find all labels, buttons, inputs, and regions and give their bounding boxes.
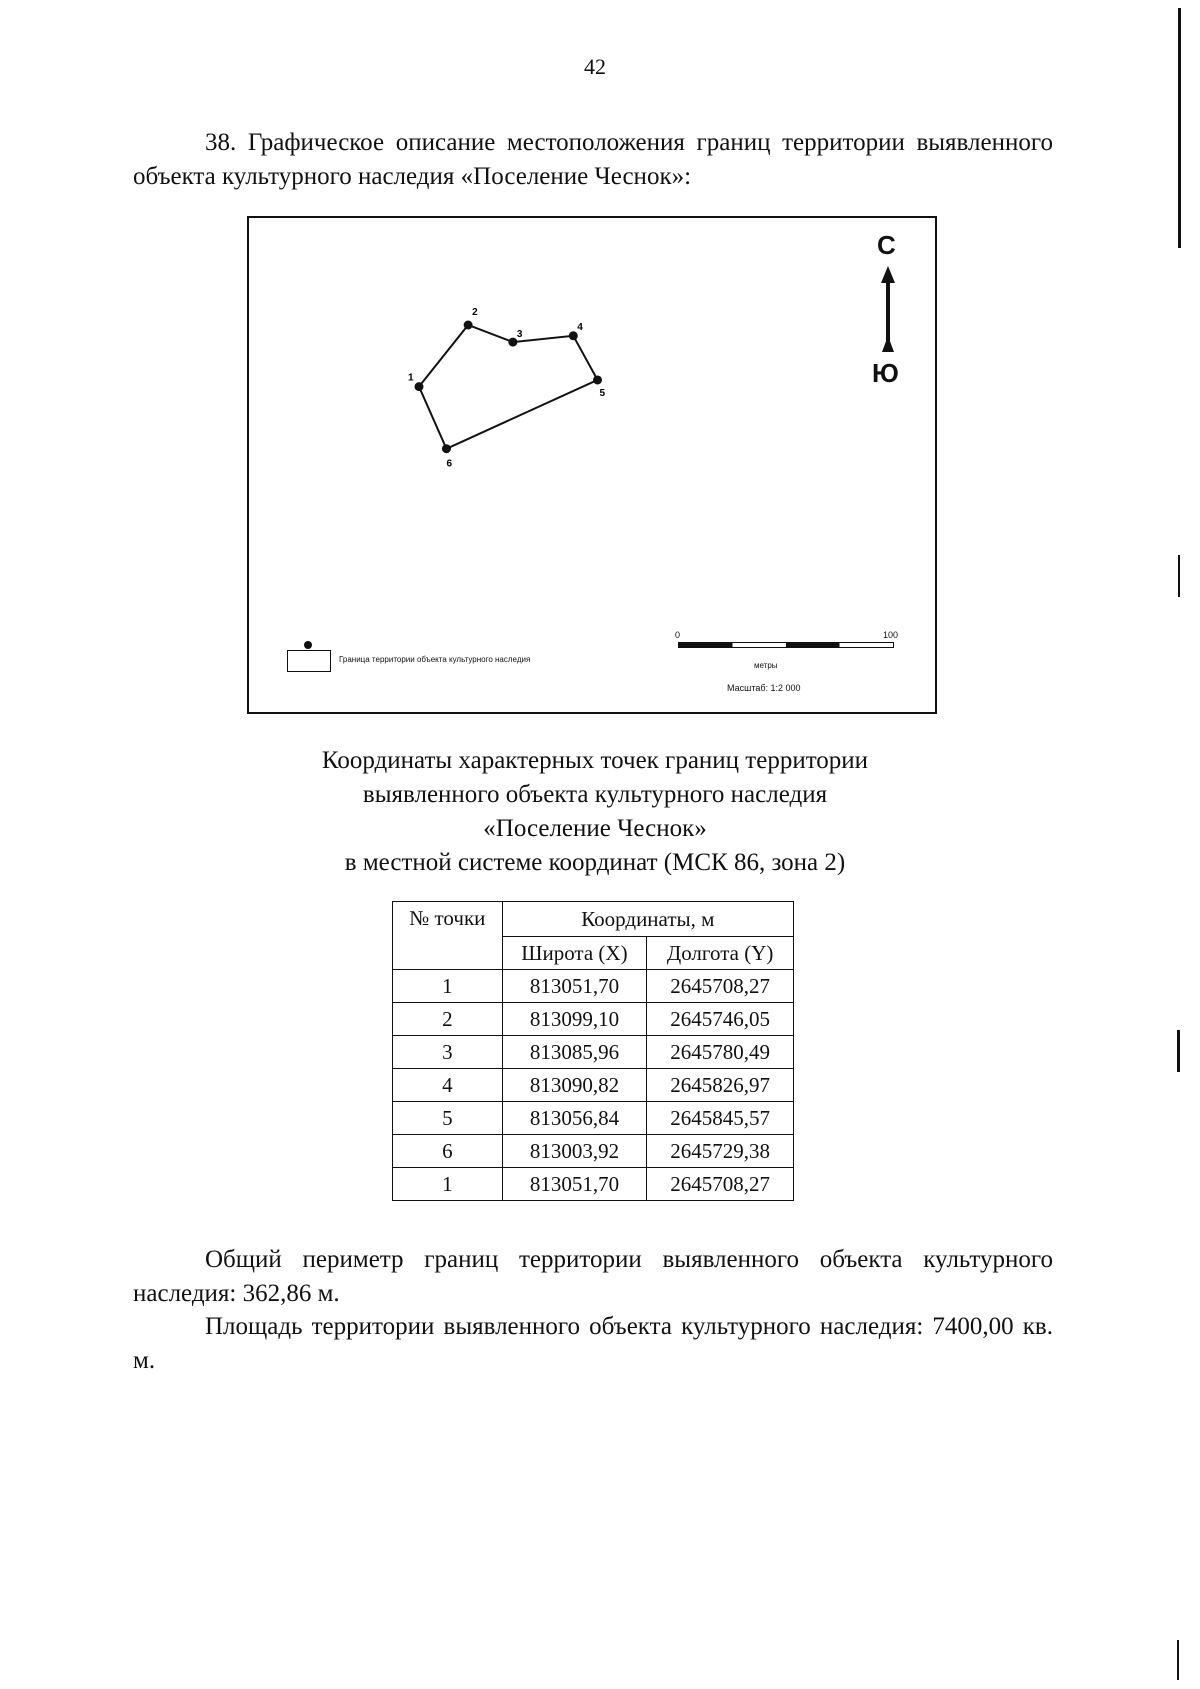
table-row (393, 970, 794, 1003)
column-header-point: № точки (393, 902, 503, 970)
boundary-point-marker (442, 444, 451, 453)
page-number: 42 (584, 54, 606, 79)
point-cell: 4 (393, 1069, 503, 1102)
scan-edge-line (1178, 8, 1181, 248)
longitude-cell: 2645780,49 (647, 1036, 794, 1069)
scan-edge-line (1178, 555, 1180, 597)
longitude-cell: 2645826,97 (647, 1069, 794, 1102)
table-title-line: в местной системе координат (МСК 86, зона 2) (344, 849, 846, 876)
point-cell: 1 (393, 970, 503, 1003)
boundary-map (247, 216, 937, 714)
north-arrow-head (881, 266, 895, 283)
latitude-cell: 813056,84 (502, 1102, 647, 1135)
section-heading (133, 126, 1053, 194)
latitude-cell: 813090,82 (502, 1069, 647, 1102)
boundary-point-label: 5 (599, 387, 606, 399)
table-title-line: Координаты характерных точек границ территории (321, 747, 869, 774)
column-header-longitude: Долгота (Y) (647, 937, 794, 970)
scale-max-label: 100 (883, 630, 899, 640)
table-row (393, 1135, 794, 1168)
legend-text: Граница территории объекта культурного наследия (339, 655, 531, 664)
boundary-point-label: 4 (577, 321, 583, 333)
table-title (0, 744, 1190, 880)
scale-ratio-label: Масштаб: 1:2 000 (727, 683, 801, 693)
boundary-map-drawing (249, 218, 935, 712)
table-row (393, 1036, 794, 1069)
scale-bar (678, 642, 894, 648)
column-header-latitude: Широта (X) (502, 937, 647, 970)
legend-boundary-symbol (287, 650, 331, 672)
point-cell: 3 (393, 1036, 503, 1069)
point-cell: 2 (393, 1003, 503, 1036)
point-cell: 1 (393, 1168, 503, 1201)
south-label: Ю (872, 358, 899, 388)
longitude-cell: 2645845,57 (647, 1102, 794, 1135)
section-heading-text: 38. Графическое описание местоположения границ территории выявленного объекта культурного наследия «Поселение Чеснок»: (133, 129, 1053, 190)
north-label: С (877, 230, 896, 260)
boundary-point-label: 6 (446, 458, 453, 470)
scan-edge-line (1177, 1030, 1180, 1072)
point-cell: 5 (393, 1102, 503, 1135)
latitude-cell: 813003,92 (502, 1135, 647, 1168)
north-arrow-tail (882, 336, 894, 352)
table-title-line: «Поселение Чеснок» (483, 815, 707, 842)
table-row (393, 1102, 794, 1135)
boundary-line (419, 325, 597, 449)
table-row (393, 1003, 794, 1036)
scale-zero-label: 0 (675, 630, 681, 640)
legend-point-icon (304, 641, 312, 649)
latitude-cell: 813085,96 (502, 1036, 647, 1069)
table-title-line: выявленного объекта культурного наследия (362, 781, 828, 808)
column-header-coordinates: Координаты, м (502, 902, 793, 937)
coordinates-table (392, 901, 794, 1201)
scale-units-label: метры (754, 661, 778, 670)
boundary-point-marker (415, 382, 424, 391)
boundary-point-label: 3 (516, 329, 523, 341)
longitude-cell: 2645729,38 (647, 1135, 794, 1168)
longitude-cell: 2645708,27 (647, 970, 794, 1003)
longitude-cell: 2645746,05 (647, 1003, 794, 1036)
table-row (393, 1069, 794, 1102)
coordinates-table-body (393, 970, 794, 1201)
latitude-cell: 813051,70 (502, 1168, 647, 1201)
boundary-point-label: 2 (472, 307, 478, 318)
boundary-point-marker (593, 375, 602, 384)
boundary-point-marker (464, 321, 473, 330)
boundary-point-label: 1 (408, 372, 414, 384)
latitude-cell: 813051,70 (502, 970, 647, 1003)
perimeter-text: Общий периметр границ территории выявленного объекта культурного наследия: 362,86 м. (133, 1246, 1053, 1307)
scan-edge-line (1177, 1640, 1179, 1680)
longitude-cell: 2645708,27 (647, 1168, 794, 1201)
area-text: Площадь территории выявленного объекта культурного наследия: 7400,00 кв. м. (133, 1313, 1053, 1374)
point-cell: 6 (393, 1135, 503, 1168)
latitude-cell: 813099,10 (502, 1003, 647, 1036)
table-row (393, 1168, 794, 1201)
area-paragraph (133, 1310, 1053, 1378)
perimeter-paragraph (133, 1243, 1053, 1311)
